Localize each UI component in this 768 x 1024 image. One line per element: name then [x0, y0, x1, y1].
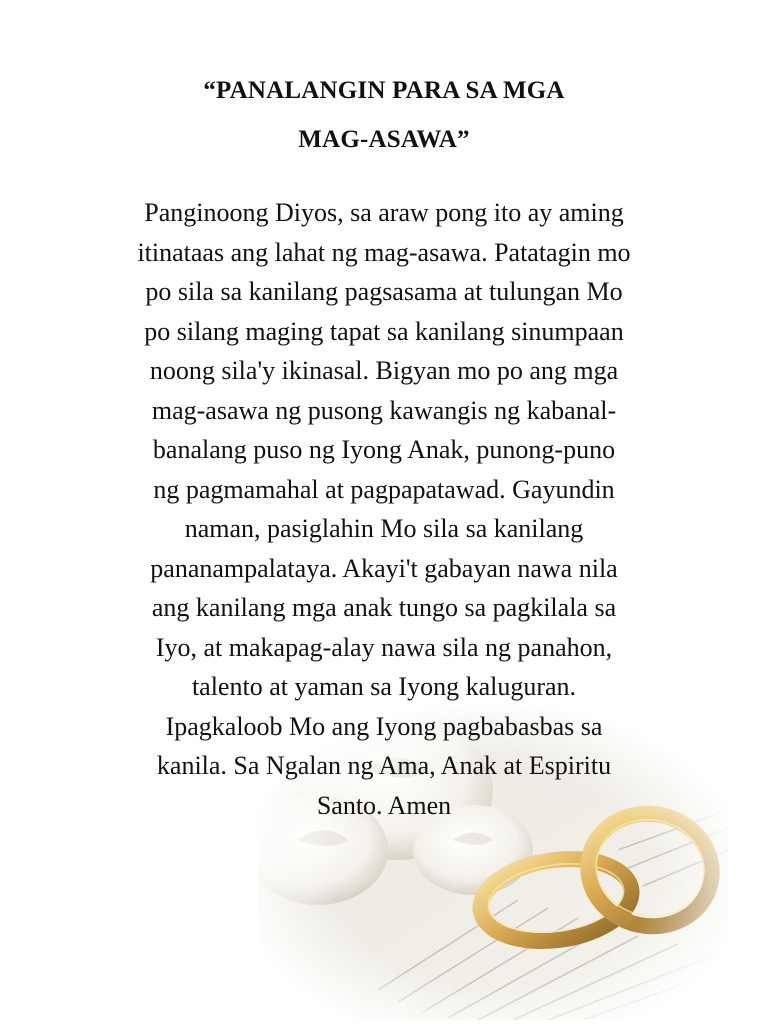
prayer-line: Santo. Amen [316, 790, 452, 820]
prayer-line: banalang puso ng Iyong Anak, punong-puno [152, 435, 616, 464]
prayer-line: po sila sa kanilang pagsasama at tulungan Mo [145, 277, 623, 306]
prayer-body [64, 193, 704, 825]
prayer-line: talento at yaman sa Iyong kaluguran. [191, 672, 577, 701]
prayer-line: po silang maging tapat sa kanilang sinumpaan [144, 316, 624, 346]
prayer-line: ng pagmamahal at pagpapatawad. Gayundin [153, 474, 615, 504]
title-line-2: MAG-ASAWA” [298, 126, 470, 153]
title-line-1: “PANALANGIN PARA SA MGA [203, 77, 565, 104]
prayer-line: Panginoong Diyos, sa araw pong ito ay aming [144, 198, 624, 227]
prayer-line: pananampalataya. Akayi't gabayan nawa nila [150, 553, 618, 583]
prayer-line: noong sila'y ikinasal. Bigyan mo po ang mga [149, 356, 619, 385]
prayer-line: itinataas ang lahat ng mag-asawa. Patatagin mo [137, 237, 631, 267]
prayer-line: Ipagkaloob Mo ang Iyong pagbabasbas sa [165, 711, 603, 741]
prayer-title [84, 66, 684, 164]
prayer-line: Iyo, at makapag-alay nawa sila ng panahon, [155, 632, 613, 662]
prayer-line: ang kanilang mga anak tungo sa pagkilala sa [151, 593, 617, 622]
prayer-line: naman, pasiglahin Mo sila sa kanilang [184, 514, 584, 543]
prayer-line: mag-asawa ng pusong kawangis ng kabanal- [151, 395, 617, 425]
prayer-line: kanila. Sa Ngalan ng Ama, Anak at Espiritu [156, 751, 612, 780]
